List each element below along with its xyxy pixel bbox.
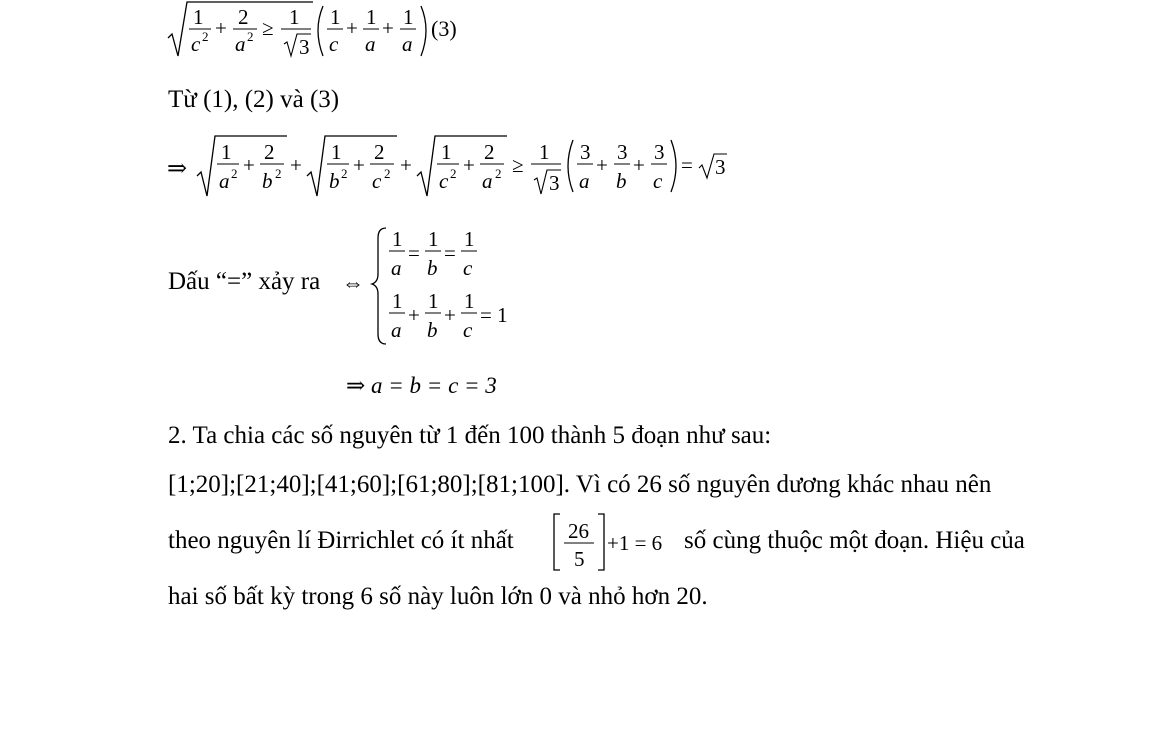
frac-den: b xyxy=(616,169,627,193)
frac-den: c xyxy=(463,256,473,280)
frac-den: b xyxy=(262,169,273,193)
iff-arrow: ⇔ xyxy=(342,270,364,295)
result-line xyxy=(346,371,497,401)
frac-den: 5 xyxy=(574,547,585,571)
plus-op: + xyxy=(400,153,412,177)
frac-num: 1 xyxy=(392,227,403,251)
exponent: 2 xyxy=(495,166,502,181)
frac-num: 3 xyxy=(654,140,665,164)
line2-rest: . Vì có 26 số nguyên dương khác nhau nên xyxy=(563,471,992,498)
frac-den: a xyxy=(402,32,413,56)
equals-op: = xyxy=(444,241,456,265)
equation-tag: (3) xyxy=(431,16,457,41)
frac-den: a xyxy=(365,32,376,56)
sqrt-radicand: 3 xyxy=(549,171,560,195)
plus-op: + xyxy=(353,153,365,177)
frac-num: 2 xyxy=(264,140,275,164)
frac-den: c xyxy=(372,169,382,193)
equals-op: = xyxy=(681,153,693,177)
frac-den: c xyxy=(439,169,449,193)
frac-num: 1 xyxy=(330,5,341,29)
frac-num: 2 xyxy=(238,5,249,29)
ge-op: ≥ xyxy=(512,153,524,177)
frac-num: 2 xyxy=(484,140,495,164)
plus-op: + xyxy=(382,16,394,40)
frac-num: 26 xyxy=(568,519,589,543)
sum-rhs: = 1 xyxy=(480,303,508,327)
frac-den: c xyxy=(329,32,339,56)
inequality-3 xyxy=(165,0,465,62)
frac-den: c xyxy=(653,169,663,193)
frac-num: 1 xyxy=(193,5,204,29)
part2-line3-pre: theo nguyên lí Đirrichlet có ít nhất xyxy=(168,527,514,554)
frac-den: a xyxy=(482,169,493,193)
sum-inequality xyxy=(165,132,735,202)
implies-arrow: ⇒ xyxy=(167,156,188,182)
part2-line1: 2. Ta chia các số nguyên từ 1 đến 100 thành 5 đoạn như sau: xyxy=(168,422,772,449)
frac-num: 3 xyxy=(580,140,591,164)
line-from-inequalities: Từ (1), (2) và (3) xyxy=(168,86,340,113)
frac-num: 1 xyxy=(366,5,377,29)
equality-system xyxy=(340,222,520,348)
plus-op: + xyxy=(215,16,227,40)
frac-num: 1 xyxy=(331,140,342,164)
floor-rest: +1 = 6 xyxy=(607,531,663,555)
ge-op: ≥ xyxy=(262,16,274,40)
frac-num: 1 xyxy=(221,140,232,164)
frac-num: 1 xyxy=(428,227,439,251)
frac-num: 1 xyxy=(464,227,475,251)
frac-num: 1 xyxy=(464,289,475,313)
frac-den: b xyxy=(427,256,438,280)
frac-den: a xyxy=(235,32,246,56)
exponent: 2 xyxy=(202,29,209,44)
frac-den: c xyxy=(191,32,201,56)
plus-op: + xyxy=(346,16,358,40)
exponent: 2 xyxy=(231,166,238,181)
frac-den: a xyxy=(219,169,230,193)
exponent: 2 xyxy=(384,166,391,181)
frac-den: b xyxy=(427,318,438,342)
frac-num: 3 xyxy=(617,140,628,164)
floor-expression xyxy=(552,512,676,574)
frac-den: a xyxy=(579,169,590,193)
frac-den: a xyxy=(391,256,402,280)
exponent: 2 xyxy=(450,166,457,181)
exponent: 2 xyxy=(341,166,348,181)
frac-num: 1 xyxy=(441,140,452,164)
plus-op: + xyxy=(463,153,475,177)
frac-den: b xyxy=(329,169,340,193)
plus-op: + xyxy=(408,303,420,327)
plus-op: + xyxy=(633,153,645,177)
part2-line2 xyxy=(168,470,991,500)
frac-num: 1 xyxy=(539,140,550,164)
plus-op: + xyxy=(290,153,302,177)
frac-num: 1 xyxy=(289,5,300,29)
intervals: [1;20];[21;40];[41;60];[61;80];[81;100] xyxy=(168,471,564,498)
equality-label: Dấu “=” xảy ra xyxy=(168,268,321,295)
plus-op: + xyxy=(596,153,608,177)
frac-den: c xyxy=(463,318,473,342)
equals-op: = xyxy=(408,241,420,265)
frac-den: a xyxy=(391,318,402,342)
frac-num: 1 xyxy=(403,5,414,29)
plus-op: + xyxy=(243,153,255,177)
plus-op: + xyxy=(444,303,456,327)
result-expression: a = b = c = 3 xyxy=(371,373,497,398)
frac-num: 2 xyxy=(374,140,385,164)
part2-line4: hai số bất kỳ trong 6 số này luôn lớn 0 và nhỏ hơn 20. xyxy=(168,583,708,610)
frac-num: 1 xyxy=(392,289,403,313)
sqrt-radicand: 3 xyxy=(715,155,726,179)
sqrt-radicand: 3 xyxy=(299,35,310,59)
exponent: 2 xyxy=(275,166,282,181)
implies-arrow: ⇒ xyxy=(346,373,366,398)
exponent: 2 xyxy=(247,29,254,44)
part2-line3-post: số cùng thuộc một đoạn. Hiệu của xyxy=(684,527,1025,554)
frac-num: 1 xyxy=(428,289,439,313)
